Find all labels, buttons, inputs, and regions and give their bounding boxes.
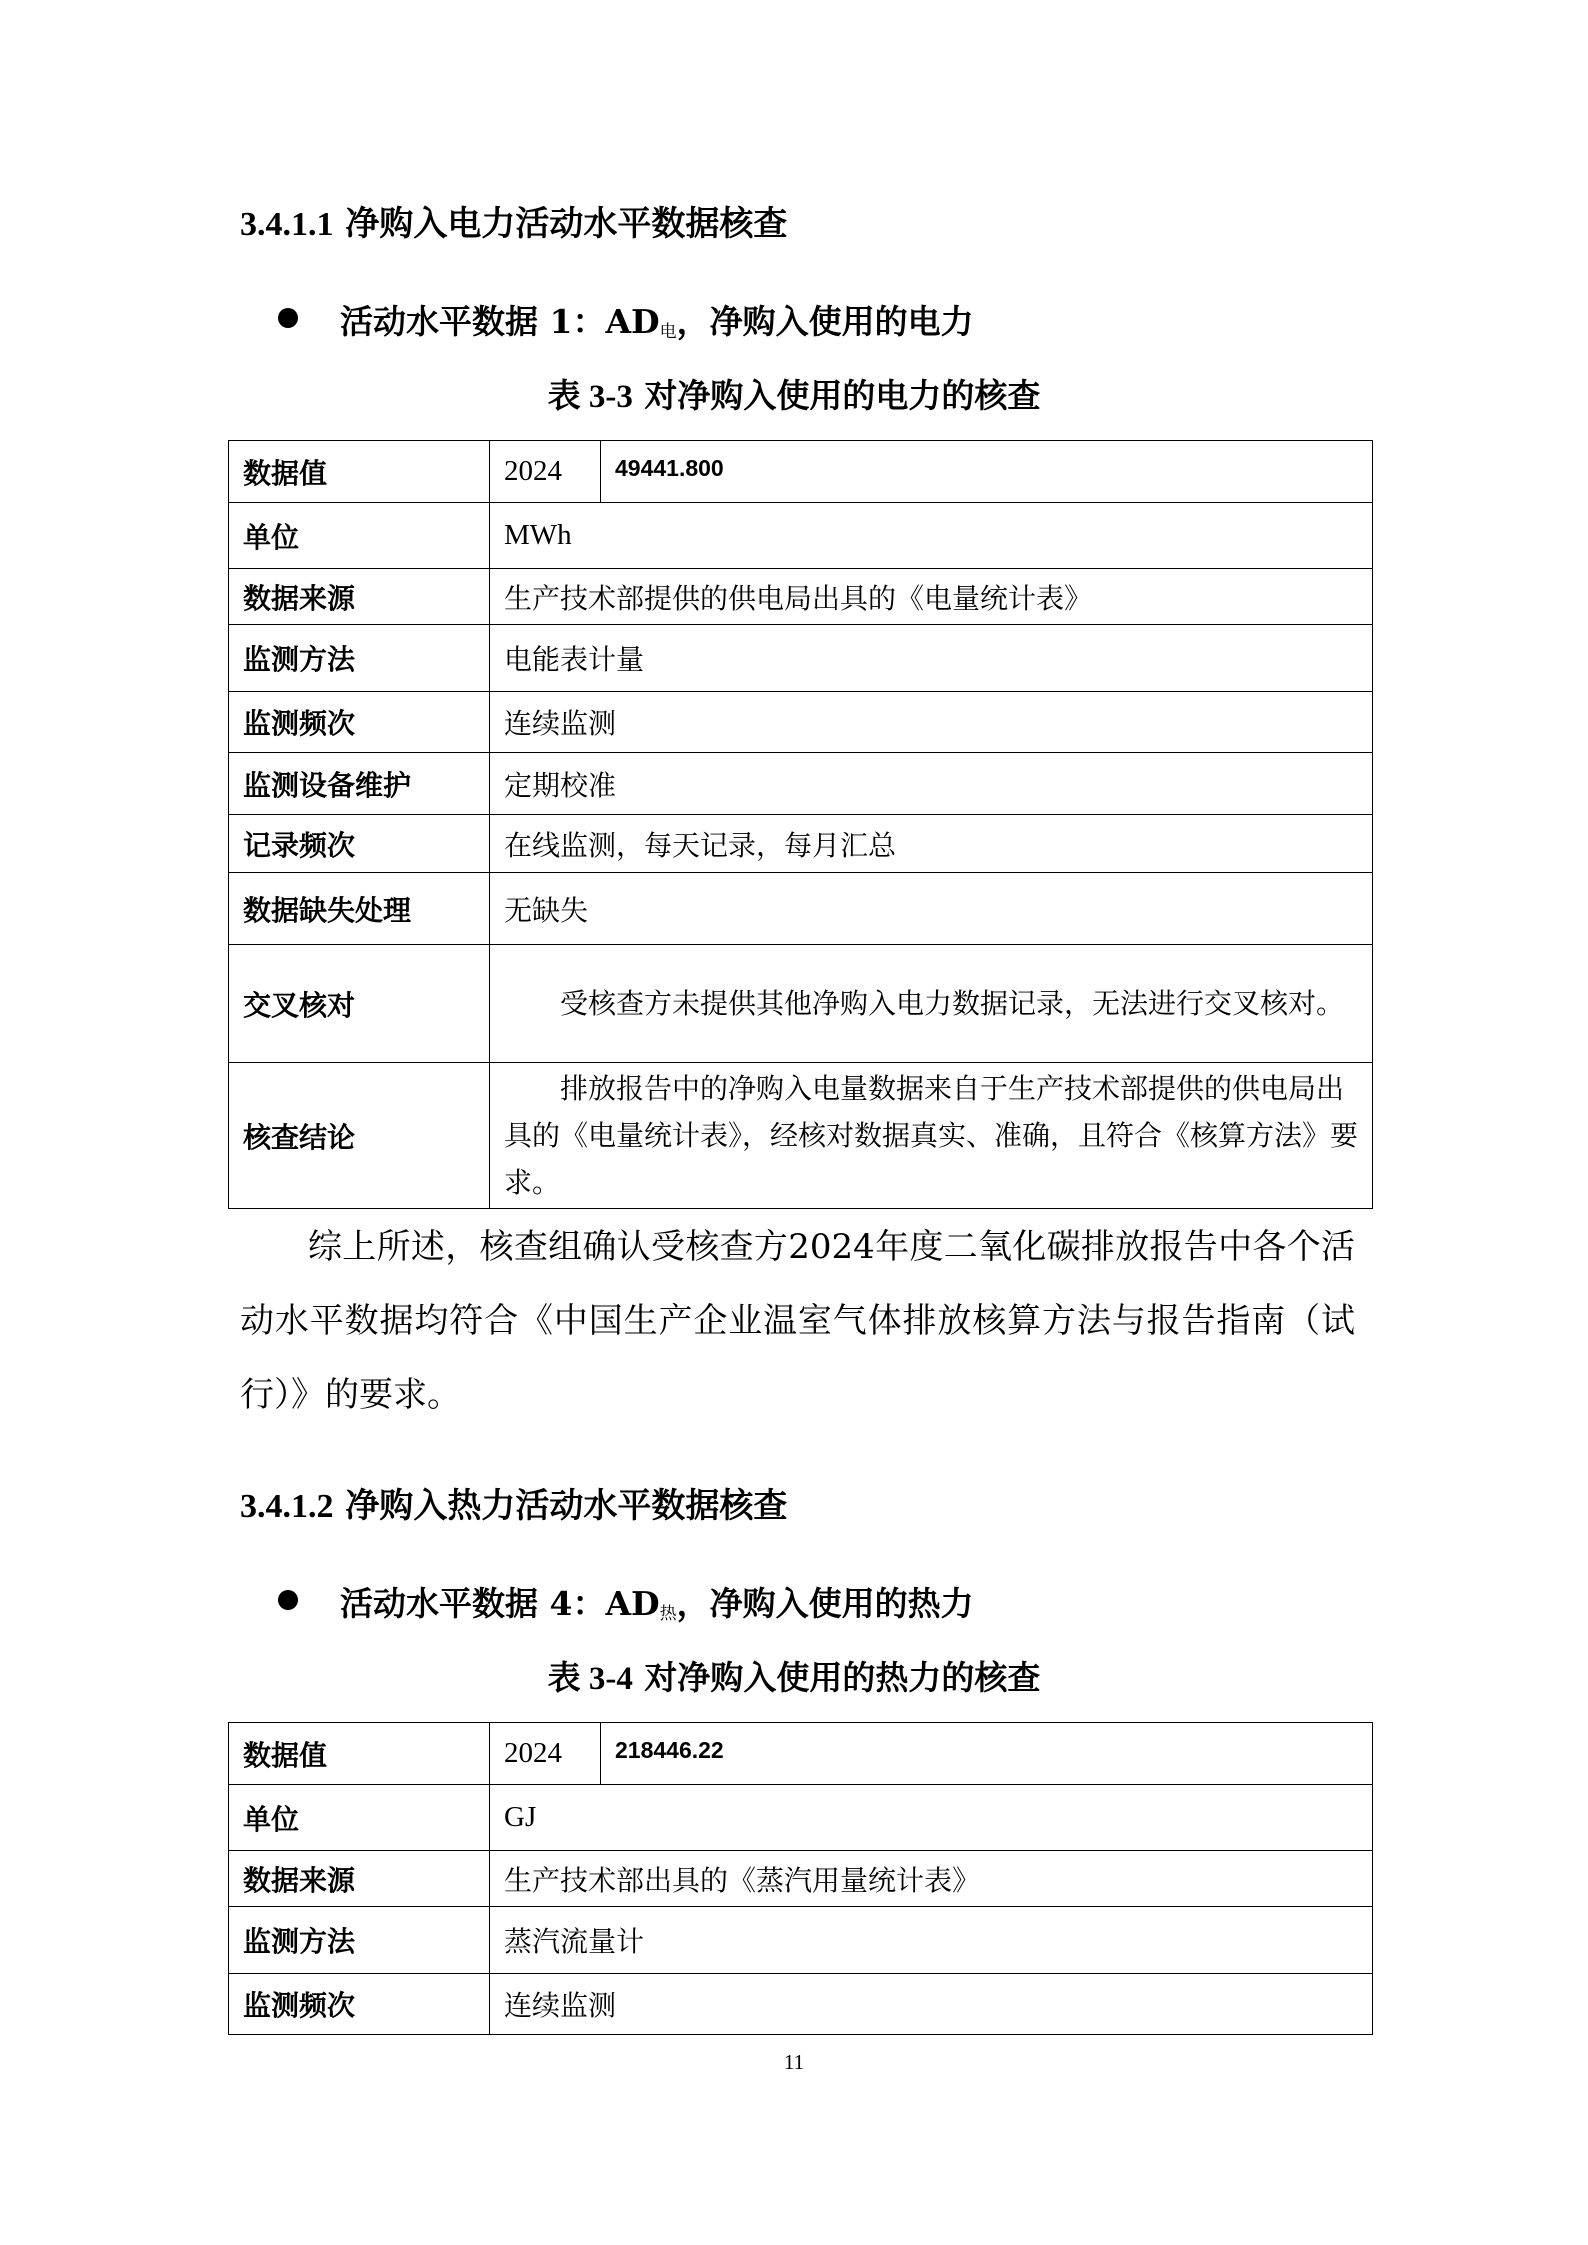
section-heading-3-4-1-2 [240,1478,787,1527]
table-caption-text: 对净购入使用的电力的核查 [644,376,1041,415]
row-label: 单位 [229,1785,490,1851]
bullet-prefix: 活动水平数据 1：AD [340,302,660,341]
row-label: 单位 [229,503,490,569]
row-label: 数据来源 [229,1851,490,1907]
section-heading-3-4-1-1 [240,196,787,245]
table-caption-label: 表 3-3 [547,379,633,415]
row-value: 连续监测 [490,1974,1373,2035]
table-row [229,1063,1373,1209]
row-value: 受核查方未提供其他净购入电力数据记录，无法进行交叉核对。 [490,945,1373,1063]
section-title: 净购入热力活动水平数据核查 [345,1486,788,1526]
bullet-prefix: 活动水平数据 4：AD [340,1584,660,1623]
table-row [229,815,1373,873]
table-caption [0,370,1588,417]
row-label: 交叉核对 [229,945,490,1063]
row-value: MWh [490,503,1373,569]
table-row [229,873,1373,945]
row-value: 电能表计量 [490,625,1373,692]
row-value: 排放报告中的净购入电量数据来自于生产技术部提供的供电局出具的《电量统计表》，经核对数据真实、准确，且符合《核算方法》要求。 [490,1063,1373,1209]
electricity-check-table [228,440,1373,1209]
row-label: 监测频次 [229,1974,490,2035]
row-label: 数据值 [229,1723,490,1785]
row-label: 监测频次 [229,692,490,753]
row-label: 监测设备维护 [229,753,490,815]
data-value: 218446.22 [601,1723,1373,1785]
section-title: 净购入电力活动水平数据核查 [345,204,788,244]
data-year: 2024 [490,441,601,503]
table-row [229,1974,1373,2035]
table-row [229,625,1373,692]
row-label: 核查结论 [229,1063,490,1209]
bullet-dot-icon [278,1590,298,1610]
row-value: GJ [490,1785,1373,1851]
table-caption-text: 对净购入使用的热力的核查 [644,1658,1041,1697]
bullet-dot-icon [278,308,298,328]
table-row [229,441,1373,503]
row-label: 监测方法 [229,625,490,692]
row-value: 连续监测 [490,692,1373,753]
bullet-item [280,1578,974,1625]
row-label: 数据缺失处理 [229,873,490,945]
table-row [229,1907,1373,1974]
row-value: 生产技术部提供的供电局出具的《电量统计表》 [490,569,1373,625]
table-row [229,692,1373,753]
bullet-subscript: 电 [659,322,677,342]
row-value: 生产技术部出具的《蒸汽用量统计表》 [490,1851,1373,1907]
summary-paragraph: 综上所述，核查组确认受核查方2024年度二氧化碳排放报告中各个活动水平数据均符合《中国生产企业温室气体排放核算方法与报告指南（试行）》的要求。 [240,1227,1355,1415]
row-label: 数据值 [229,441,490,503]
section-number: 3.4.1.1 [240,206,334,243]
row-label: 记录频次 [229,815,490,873]
bullet-suffix: ，净购入使用的热力 [676,1584,974,1623]
bullet-suffix: ，净购入使用的电力 [676,302,974,341]
page-number: 11 [783,2050,805,2074]
table-caption [0,1652,1588,1699]
table-row [229,945,1373,1063]
bullet-item [280,296,974,343]
table-row [229,503,1373,569]
row-label: 数据来源 [229,569,490,625]
table-caption-label: 表 3-4 [547,1661,633,1697]
table-row [229,569,1373,625]
row-label: 监测方法 [229,1907,490,1974]
row-value: 蒸汽流量计 [490,1907,1373,1974]
table-row [229,1851,1373,1907]
table-row [229,753,1373,815]
data-year: 2024 [490,1723,601,1785]
table-row [229,1723,1373,1785]
data-value: 49441.800 [601,441,1373,503]
bullet-subscript: 热 [659,1604,677,1624]
heat-check-table [228,1722,1373,2035]
row-value: 定期校准 [490,753,1373,815]
table-row [229,1785,1373,1851]
row-value: 无缺失 [490,873,1373,945]
section-number: 3.4.1.2 [240,1488,334,1525]
row-value: 在线监测，每天记录，每月汇总 [490,815,1373,873]
